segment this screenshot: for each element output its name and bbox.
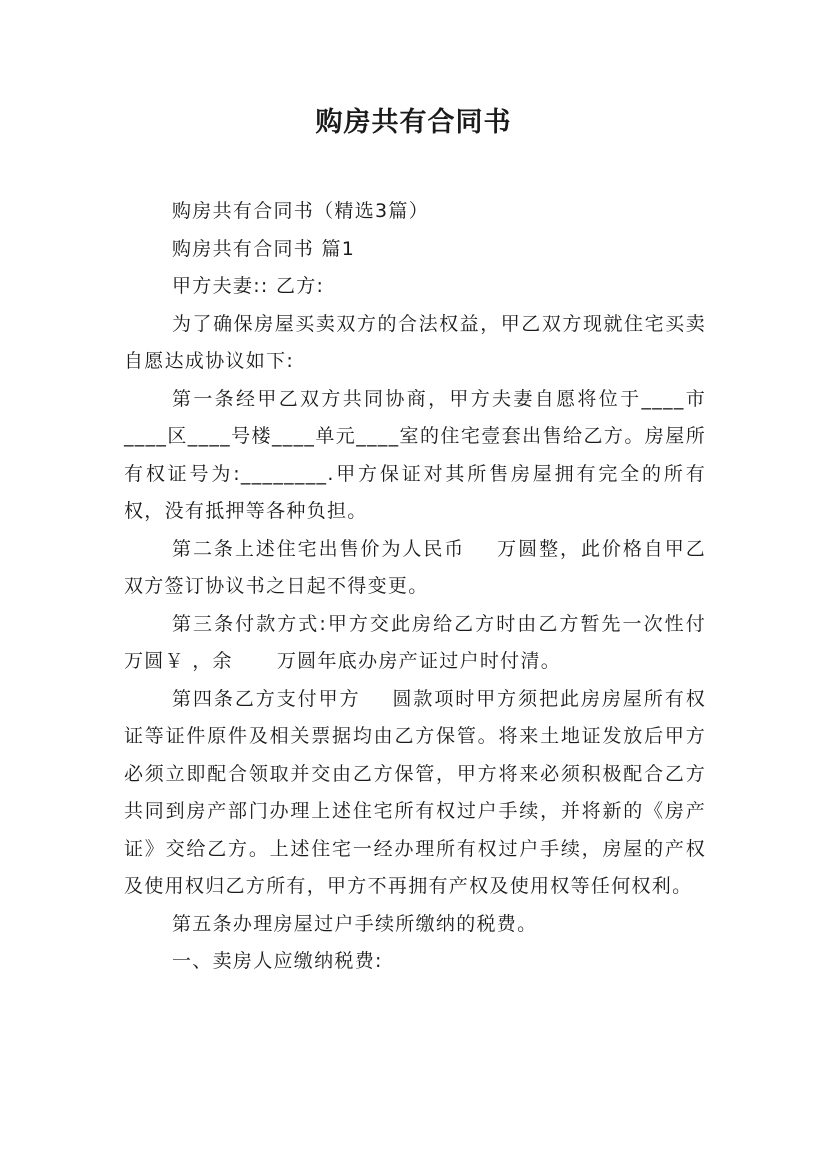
paragraph-preamble: 为了确保房屋买卖双方的合法权益，甲乙双方现就住宅买卖自愿达成协议如下: [124, 312, 706, 372]
paragraph-parties: 甲方夫妻:: 乙方: [172, 275, 325, 297]
document-title: 购房共有合同书 [315, 107, 512, 138]
paragraph-article-3: 第三条付款方式:甲方交此房给乙方时由乙方暂先一次性付 万圆￥ ，余 万圆年底办房产证过户时付清。 [124, 612, 721, 672]
paragraph-section-heading: 购房共有合同书 篇1 [172, 237, 356, 260]
paragraph-article-1: 第一条经甲乙双方共同协商，甲方夫妻自愿将位于____市____区____号楼____单元____室的住宅壹套出售给乙方。房屋所有权证号为:________.甲方保证对其所售房屋拥有完全的所有权，没有抵押等各种负担。 [124, 387, 706, 522]
document-body [124, 193, 721, 981]
paragraph-article-5: 第五条办理房屋过户手续所缴纳的税费。 [172, 912, 538, 935]
paragraph-subtitle: 购房共有合同书（精选3篇） [172, 200, 429, 222]
paragraph-seller-taxes: 一、卖房人应缴纳税费: [172, 950, 383, 972]
paragraph-article-2: 第二条上述住宅出售价为人民币 万圆整，此价格自甲乙双方签订协议书之日起不得变更。 [124, 537, 706, 597]
paragraph-article-4: 第四条乙方支付甲方 圆款项时甲方须把此房房屋所有权证等证件原件及相关票据均由乙方保管。将来土地证发放后甲方必须立即配合领取并交由乙方保管，甲方将来必须积极配合乙方共同到房产部门办理上述住宅所有权过户手续，并将新的《房产证》交给乙方。上述住宅一经办理所有权过户手续，房屋的产权及使用权归乙方所有，甲方不再拥有产权及使用权等任何权利。 [124, 687, 706, 897]
